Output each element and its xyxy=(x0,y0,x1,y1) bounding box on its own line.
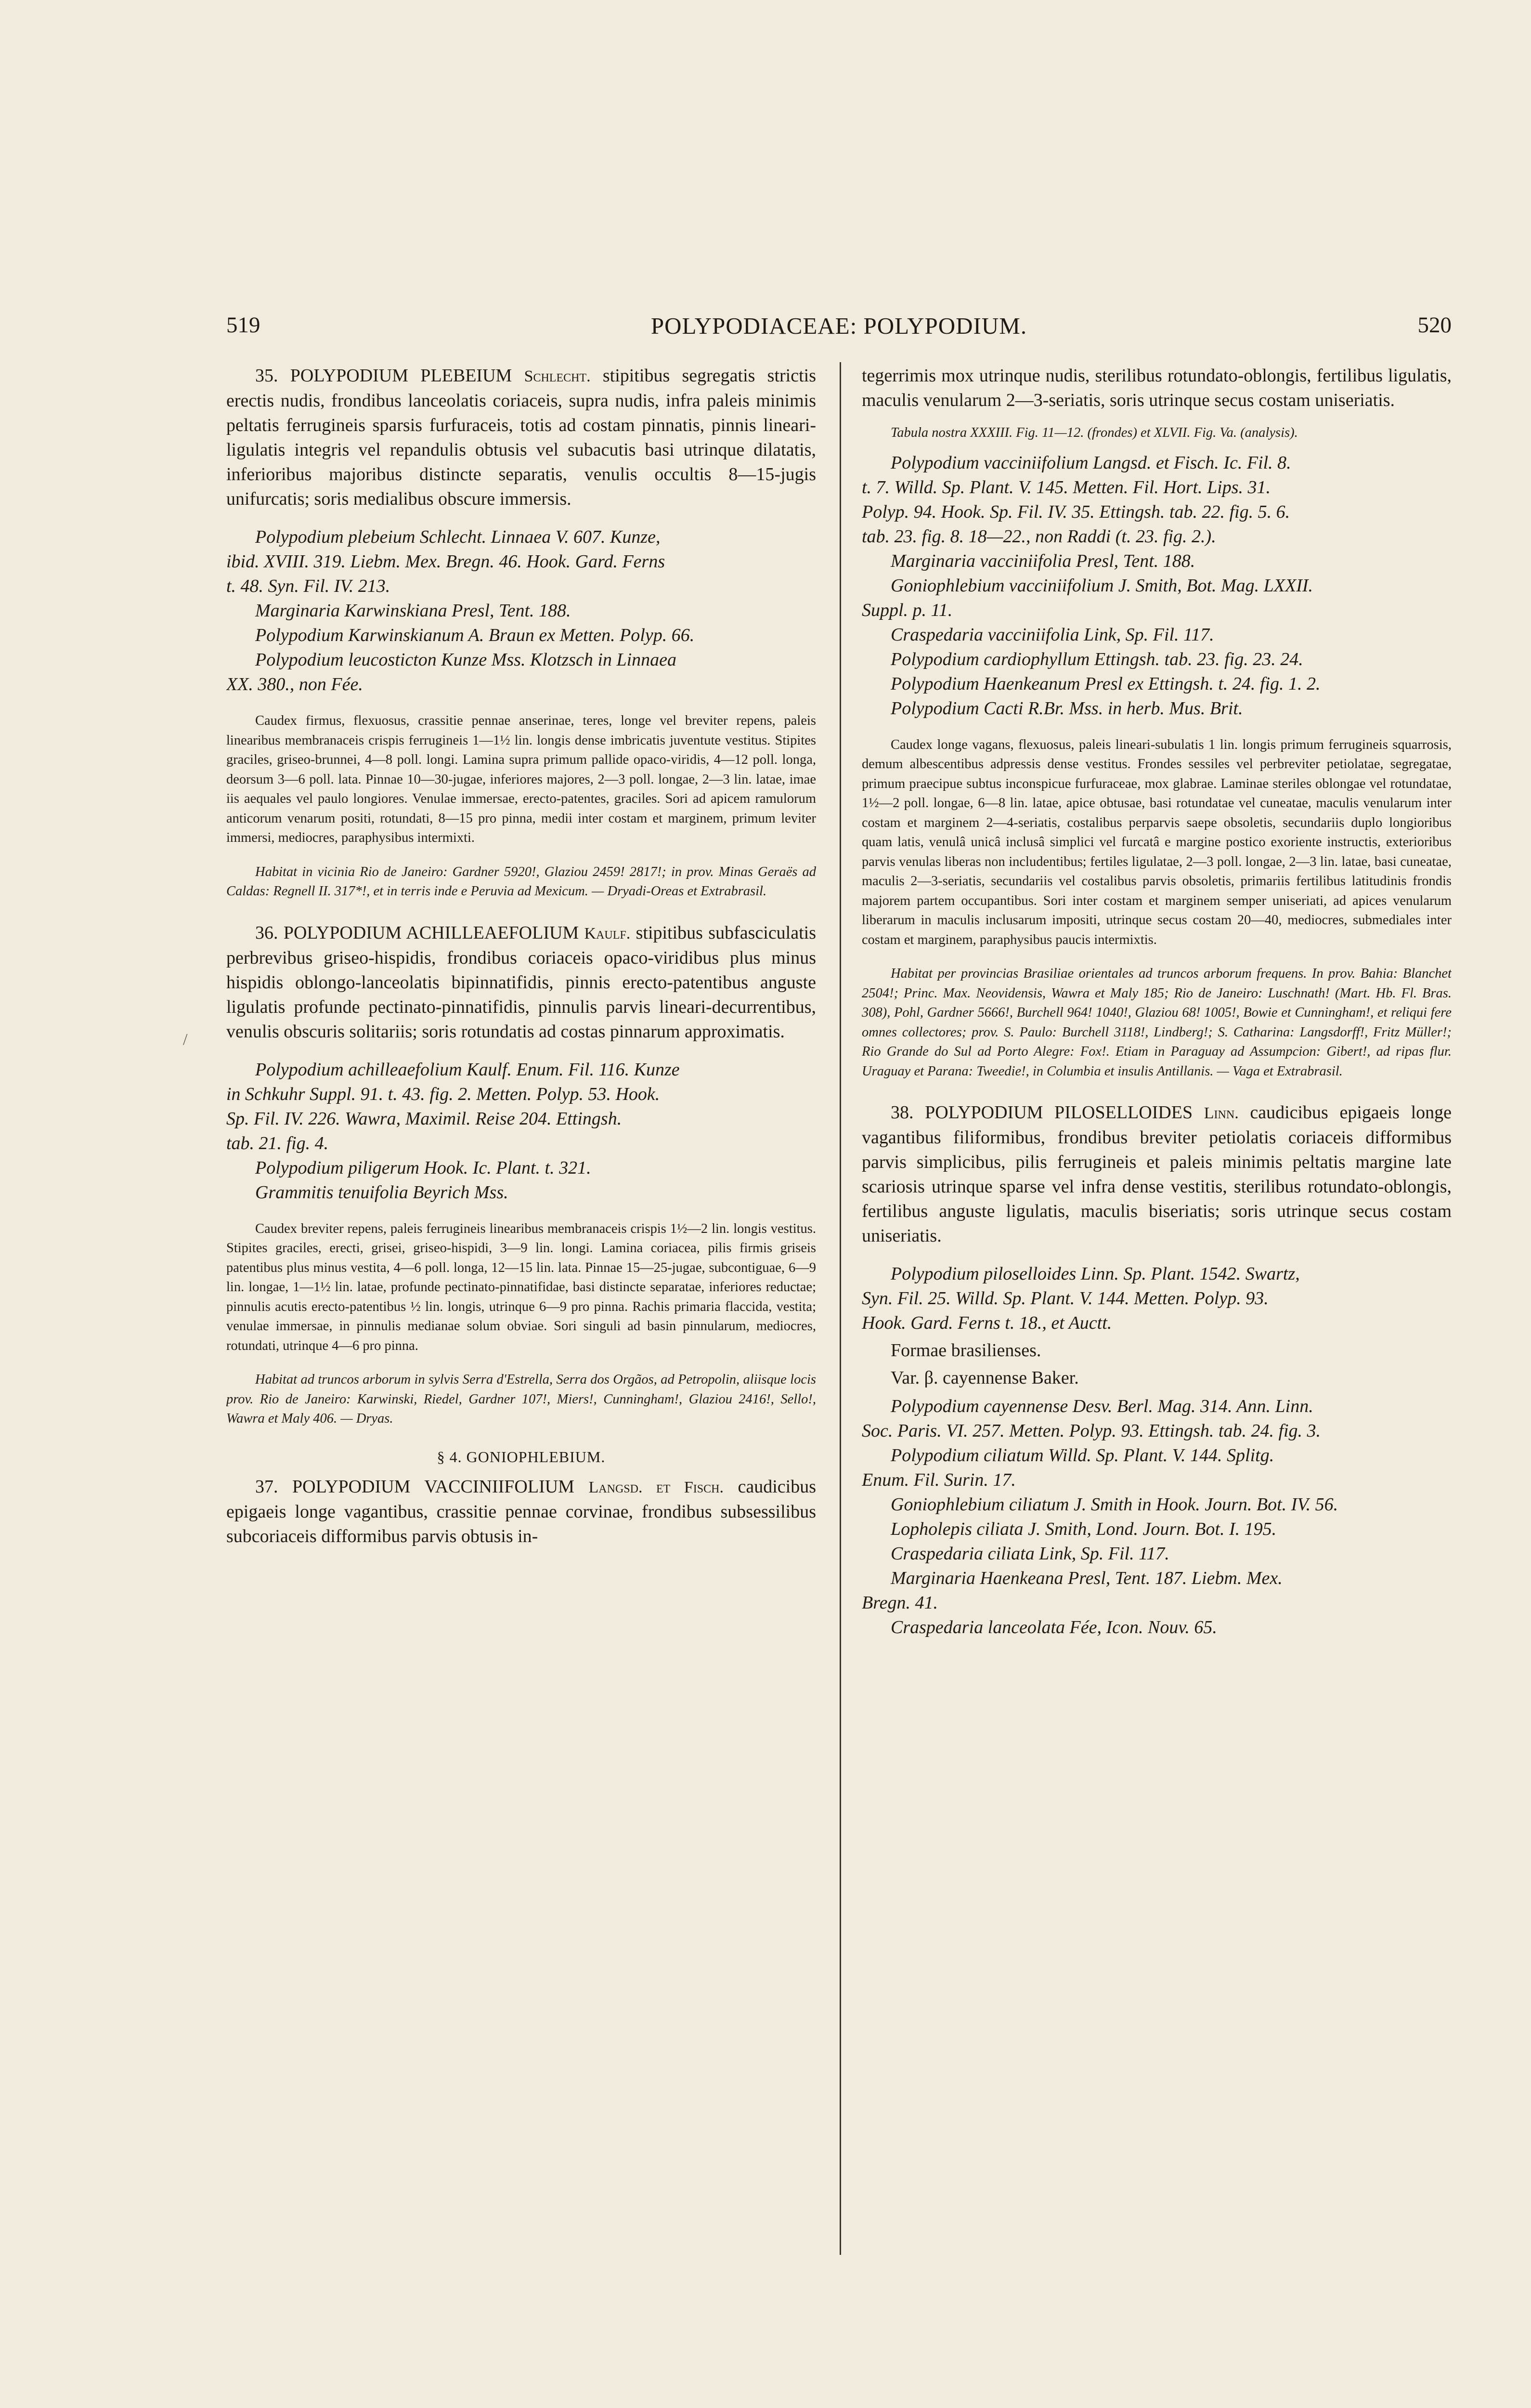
species-38-author: Linn. xyxy=(1204,1104,1239,1122)
synonym-line: tab. 23. fig. 8. 18—22., non Raddi (t. 23. fig. 2.). xyxy=(862,526,1216,547)
synonym-line: Polypodium piligerum Hook. Ic. Plant. t. 321. xyxy=(255,1157,591,1178)
page-number-left: 519 xyxy=(226,313,260,338)
synonym-line: Polypodium piloselloides Linn. Sp. Plant. 1542. Swartz, xyxy=(891,1264,1300,1284)
description-text: Caudex breviter repens, paleis ferrugineis linearibus membranaceis crispis 1½—2 lin. longis vestitus. Stipites graciles, erecti, grisei, griseo-hispidi, 3—9 lin. longi. Lamina coriacea, pilis firmis griseis patentibus plus minus vestita, 4—6 poll. longa, 12—15 lin. lata. Pinnae 15—25-jugae, subcontiguae, 6—9 lin. longae, 1—1½ lin. latae, profunde pectinato-pinnatifidae, basi distincte separatae, inferiores reductae; pinnulis acutis erecto-patentibus ½ lin. longis, utrinque 6—9 pro pinna. Rachis primaria flaccida, vestita; venulae immersae, in pinnulis medianae solum obviae. Sori singuli ad basin pinnularum, mediocres, rotundati, utrinque 4—6 pro pinna. xyxy=(226,1221,816,1353)
synonym-line: t. 7. Willd. Sp. Plant. V. 145. Metten. Fil. Hort. Lips. 31. xyxy=(862,477,1271,497)
species-35-habitat xyxy=(226,863,816,902)
synonym-line: Polypodium cayennense Desv. Berl. Mag. 314. Ann. Linn. xyxy=(891,1396,1313,1416)
species-36-author: Kaulf. xyxy=(584,924,631,942)
species-37-description xyxy=(862,735,1452,950)
synonym-line: Sp. Fil. IV. 226. Wawra, Maximil. Reise 204. Ettingsh. xyxy=(226,1108,622,1129)
synonym-line: Syn. Fil. 25. Willd. Sp. Plant. V. 144. Metten. Polyp. 93. xyxy=(862,1288,1269,1309)
synonym-line: in Schkuhr Suppl. 91. t. 43. fig. 2. Metten. Polyp. 53. Hook. xyxy=(226,1084,660,1104)
species-38-synonyms xyxy=(862,1262,1452,1335)
species-35-synonyms xyxy=(226,525,816,697)
synonym-line: Suppl. p. 11. xyxy=(862,600,953,620)
synonym-line: Polypodium Cacti R.Br. Mss. in herb. Mus. Brit. xyxy=(891,698,1243,719)
species-37-diagnosis-cont: tegerrimis mox utrinque nudis, sterilibus rotundato-oblongis, fertilibus ligulatis, maculis venularum 2—3-seriatis, soris utrinque secus costam uniseriatis. xyxy=(862,366,1452,410)
synonym-line: Craspedaria lanceolata Fée, Icon. Nouv. 65. xyxy=(891,1617,1217,1637)
habitat-text: Habitat ad truncos arborum in sylvis Serra d'Estrella, Serra dos Orgãos, ad Petropolin, aliisque locis prov. Rio de Janeiro: Karwinski, Riedel, Gardner 107!, Miers!, Cunningham!, Glaziou 2416!, Sello!, Wawra et Maly 406. — Dryas. xyxy=(226,1372,816,1426)
right-column xyxy=(862,364,1452,2035)
species-35-diagnosis xyxy=(226,364,816,511)
species-37-number: 37. POLYPODIUM VACCINIIFOLIUM xyxy=(255,1476,574,1497)
species-37-synonyms xyxy=(862,451,1452,721)
synonym-line: Polypodium plebeium Schlecht. Linnaea V. 607. Kunze, xyxy=(255,527,661,547)
page-number-right: 520 xyxy=(1417,313,1452,338)
synonym-line: Lopholepis ciliata J. Smith, Lond. Journ. Bot. I. 195. xyxy=(891,1519,1277,1539)
synonym-line: Grammitis tenuifolia Beyrich Mss. xyxy=(255,1182,508,1203)
synonym-line: Polypodium vacciniifolium Langsd. et Fisch. Ic. Fil. 8. xyxy=(891,452,1291,473)
species-36-number: 36. POLYPODIUM ACHILLEAEFOLIUM xyxy=(255,922,579,943)
synonym-line: Marginaria Haenkeana Presl, Tent. 187. Liebm. Mex. xyxy=(891,1568,1283,1588)
synonym-line: Polypodium achilleaefolium Kaulf. Enum. Fil. 116. Kunze xyxy=(255,1059,680,1080)
species-36-habitat xyxy=(226,1370,816,1429)
species-35-author: Schlecht. xyxy=(524,367,591,385)
species-37-tabula xyxy=(862,423,1452,443)
synonym-line: Goniophlebium vacciniifolium J. Smith, Bot. Mag. LXXII. xyxy=(891,575,1313,596)
page-header xyxy=(226,312,1452,346)
synonym-line: XX. 380., non Fée. xyxy=(226,674,363,694)
tabula-text: Tabula nostra XXXIII. Fig. 11—12. (frondes) et XLVII. Fig. Va. (analysis). xyxy=(891,425,1298,440)
species-36-diagnosis xyxy=(226,921,816,1044)
species-37-diagnosis-start xyxy=(226,1475,816,1549)
species-37-habitat xyxy=(862,964,1452,1081)
varietas-heading: Var. β. cayennense Baker. xyxy=(891,1368,1079,1388)
synonym-line: Enum. Fil. Surin. 17. xyxy=(862,1470,1016,1490)
column-divider xyxy=(840,362,841,2255)
section-heading: § 4. GONIOPHLEBIUM. xyxy=(437,1448,606,1466)
species-35-description xyxy=(226,711,816,848)
synonym-line: Polypodium cardiophyllum Ettingsh. tab. 23. fig. 23. 24. xyxy=(891,649,1303,669)
species-38-number: 38. POLYPODIUM PILOSELLOIDES xyxy=(891,1102,1193,1123)
species-37-diagnosis-text: caudicibus epigaeis longe vagantibus, crassitie pennae corvinae, frondibus subsessilibus subcoriaceis difformibus parvis obtusis in- xyxy=(226,1476,816,1546)
synonym-line: Craspedaria vacciniifolia Link, Sp. Fil. 117. xyxy=(891,624,1214,645)
formae-heading: Formae brasilienses. xyxy=(891,1340,1041,1361)
synonym-line: Soc. Paris. VI. 257. Metten. Polyp. 93. Ettingsh. tab. 24. fig. 3. xyxy=(862,1421,1321,1441)
varietas-synonyms xyxy=(862,1394,1452,1640)
synonym-line: Bregn. 41. xyxy=(862,1593,938,1613)
species-38-diagnosis-text: caudicibus epigaeis longe vagantibus filiformibus, frondibus breviter petiolatis coriaceis difformibus parvis simplicibus, pilis ferrugineis et paleis minimis peltatis margine late scariosis utrinque sparse vel infra dense vestitis, sterilibus rotundato-oblongis, fertilibus anguste ligulatis, maculis biseriatis; soris utrinque secus costam uniseriatis. xyxy=(862,1102,1452,1246)
synonym-line: Hook. Gard. Ferns t. 18., et Auctt. xyxy=(862,1313,1112,1333)
description-text: Caudex longe vagans, flexuosus, paleis lineari-subulatis 1 lin. longis primum ferrugineis squarrosis, demum albescentibus adpressis dense vestitus. Frondes sessiles vel perbreviter petiolatae, segregatae, primum praecipue subtus inconspicue furfuraceae, mox glabrae. Laminae steriles oblongae vel rotundatae, 1½—2 poll. longae, 6—8 lin. latae, apice obtusae, basi rotundatae vel cuneatae, maculis venularum inter costam et marginem 2—4-seriatis, costalibus perparvis saepe obsoletis, secundariis duplo longioribus quam latis, venulâ unicâ inclusâ simplici vel furcatâ e margine postico exoriente instructis, exterioribus parvis venulas liberas non includentibus; fertiles ligulatae, 2—3 poll. longae, 2—3 lin. latae, basi cuneatae, maculis 2—3-seriatis, secundariis vel costalibus parvis obsoletis, primariis fertilibus latitudinis frondis majorem partem occupantibus. Sori inter costam et marginem semper uniseriati, ad apices venularum liberarum in maculis inclusarum impositi, utrinque secus costam 20—40, mediocres, submediales inter costam et marginem, paraphysibus paucis intermixtis. xyxy=(862,737,1452,947)
habitat-text: Habitat in vicinia Rio de Janeiro: Gardner 5920!, Glaziou 2459! 2817!; in prov. Minas Geraës ad Caldas: Regnell II. 317*!, et in terris inde e Peruvia ad Mexicum. — Dryadi-Oreas et Extrabrasil. xyxy=(226,864,816,899)
species-36-synonyms xyxy=(226,1058,816,1205)
synonym-line: Polypodium Karwinskianum A. Braun ex Metten. Polyp. 66. xyxy=(255,625,695,645)
synonym-line: t. 48. Syn. Fil. IV. 213. xyxy=(226,576,390,596)
species-36-description xyxy=(226,1219,816,1356)
species-35-number: 35. POLYPODIUM PLEBEIUM xyxy=(255,366,512,386)
species-38-diagnosis xyxy=(862,1100,1452,1248)
synonym-line: Marginaria vacciniifolia Presl, Tent. 188. xyxy=(891,550,1195,571)
synonym-line: Polypodium ciliatum Willd. Sp. Plant. V. 144. Splitg. xyxy=(891,1445,1274,1466)
species-37-author: Langsd. et Fisch. xyxy=(588,1478,724,1496)
species-35-diagnosis-text: stipitibus segregatis strictis erectis nudis, frondibus lanceolatis coriaceis, supra nudis, infra paleis minimis peltatis ferrugineis sparsis furfuraceis, totis ad costam pinnatis, pinnis lineari-ligulatis integris vel repandulis obtusis vel subacutis basi utrinque dilatatis, inferioribus majoribus distincte separatis, venulis occultis 8—15-jugis unifurcatis; soris medialibus obscure immersis. xyxy=(226,366,816,509)
synonym-line: ibid. XVIII. 319. Liebm. Mex. Bregn. 46. Hook. Gard. Ferns xyxy=(226,551,665,572)
synonym-line: Craspedaria ciliata Link, Sp. Fil. 117. xyxy=(891,1544,1169,1564)
habitat-text: Habitat per provincias Brasiliae orientales ad truncos arborum frequens. In prov. Bahia: Blanchet 2504!; Princ. Max. Neovidensis, Wawra et Maly 185; Rio de Janeiro: Luschnath! (Mart. Hb. Fl. Bras. 308), Pohl, Gardner 5666!, Burchell 964! 1040!, Glaziou 68! 1005!, Bowie et Cunningham!, et reliqui fere omnes collectores; prov. S. Paulo: Burchell 3118!, Lindberg!; S. Catharina: Langsdorff!, Fritz Müller!; Rio Grande do Sul ad Porto Alegre: Fox!. Etiam in Paraguay ad Assumpcion: Gibert!, ad ripas flur. Uraguay et Parana: Tweedie!, in Columbia et insulis Antillanis. — Vaga et Extrabrasil. xyxy=(862,966,1452,1079)
left-column xyxy=(226,364,816,2256)
synonym-line: Polyp. 94. Hook. Sp. Fil. IV. 35. Ettingsh. tab. 22. fig. 5. 6. xyxy=(862,501,1290,522)
synonym-line: Goniophlebium ciliatum J. Smith in Hook. Journ. Bot. IV. 56. xyxy=(891,1494,1338,1515)
synonym-line: Marginaria Karwinskiana Presl, Tent. 188. xyxy=(255,601,571,621)
running-title: POLYPODIACEAE: POLYPODIUM. xyxy=(650,313,1027,339)
synonym-line: tab. 21. fig. 4. xyxy=(226,1133,329,1153)
margin-mark: / xyxy=(183,1031,188,1048)
species-36-diagnosis-text: stipitibus subfasciculatis perbrevibus griseo-hispidis, frondibus coriaceis opaco-viridibus plus minus hispidis oblongo-lanceolatis bipinnatifidis, pinnis erecto-patentibus anguste ligulatis profunde pectinato-pinnatifidis, pinnulis parvis lineari-decurrentibus, venulis obscuris solitariis; soris rotundatis ad costas pinnarum approximatis. xyxy=(226,922,816,1042)
description-text: Caudex firmus, flexuosus, crassitie pennae anserinae, teres, longe vel breviter repens, paleis linearibus membranaceis crispis ferrugineis 1—1½ lin. longis dense imbricatis juventute vestitus. Stipites graciles, griseo-brunnei, 4—8 poll. longi. Lamina supra primum pallide opaco-viridis, 4—12 poll. longa, deorsum 3—6 poll. lata. Pinnae 10—30-jugae, inferiores majores, 2—3 poll. longae, 2—3 lin. latae, imae iis aequales vel paulo longiores. Venulae immersae, erecto-patentes, graciles. Sori ad apicem ramulorum anticorum venarum positi, rotundati, 8—15 pro pinna, medii inter costam et marginem, primum leviter immersi, mediocres, paraphysibus intermixti. xyxy=(226,713,816,845)
synonym-line: Polypodium Haenkeanum Presl ex Ettingsh. t. 24. fig. 1. 2. xyxy=(891,673,1321,694)
synonym-line: Polypodium leucosticton Kunze Mss. Klotzsch in Linnaea xyxy=(255,650,677,670)
